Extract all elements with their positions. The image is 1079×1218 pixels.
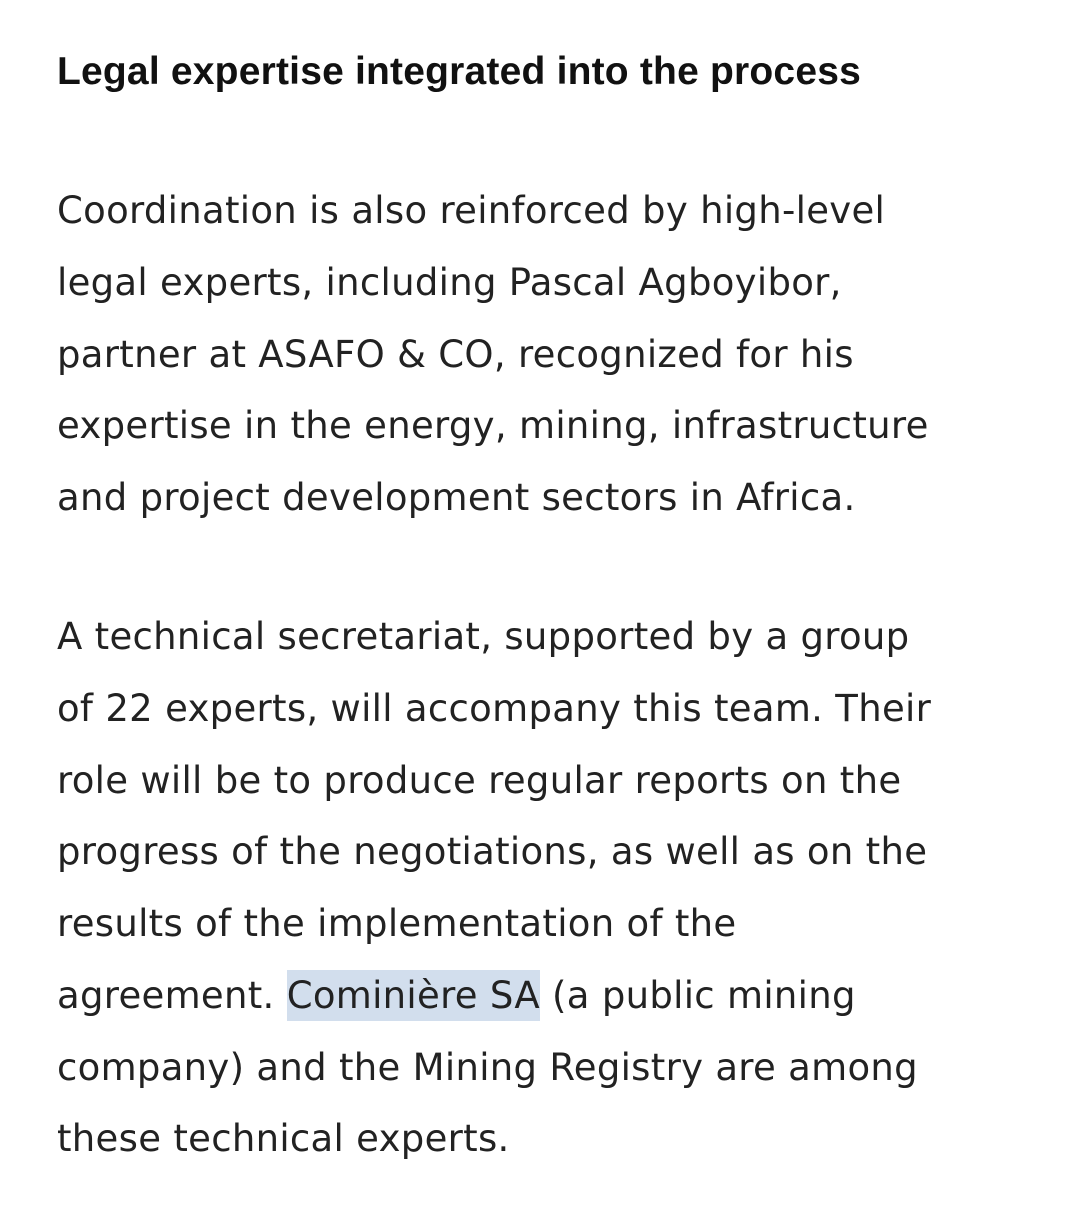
text-after-selection: (a public mining [539, 973, 856, 1017]
paragraph-line: A technical secretariat, supported by a group [57, 615, 910, 658]
text-before-selection: agreement. [57, 973, 287, 1017]
paragraph-line: Coordination is also reinforced by high-level [57, 189, 886, 232]
paragraph-line: expertise in the energy, mining, infrastructure [57, 404, 929, 448]
paragraph-technical-secretariat [57, 601, 931, 1175]
paragraph-line: legal experts, including Pascal Agboyibor, [57, 260, 842, 304]
paragraph-line-with-selection [57, 960, 931, 1032]
paragraph-line: results of the implementation of the [57, 902, 737, 945]
paragraph-line: and project development sectors in Africa. [57, 476, 856, 519]
section-heading: Legal expertise integrated into the process [57, 50, 861, 93]
paragraph-line: these technical experts. [57, 1117, 510, 1161]
paragraph-line: progress of the negotiations, as well as on the [57, 830, 928, 874]
paragraph-line: company) and the Mining Registry are among [57, 1045, 918, 1089]
paragraph-line: role will be to produce regular reports on the [57, 758, 902, 802]
paragraph-line: partner at ASAFO & CO, recognized for his [57, 332, 854, 376]
paragraph-legal-experts [57, 175, 929, 534]
paragraph-line: of 22 experts, will accompany this team. Their [57, 686, 932, 730]
selected-text-highlight[interactable]: Cominière SA [287, 970, 540, 1021]
